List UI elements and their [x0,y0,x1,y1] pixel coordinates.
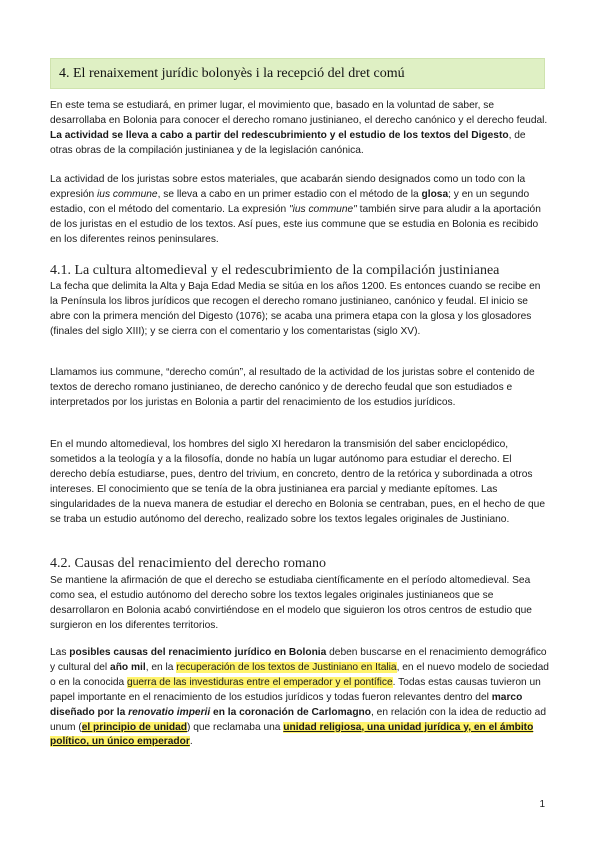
s42-paragraph-2: Las posibles causas del renacimiento jurídico en Bolonia deben buscarse en el renacimiento demográfico y cultural del año mil, en la recuperación de los textos de Justiniano en Italia, en el nuevo modelo de sociedad o en la conocida guerra de las investiduras entre el emperador y el pontífice. Todas estas causas tuvieron un papel importante en el renacimiento de los estudios jurídicos y todas fueron relevantes dentro del marco diseñado por la renovatio imperii en la coronación de Carlomagno, en relación con la idea de reductio ad unum (el principio de unidad) que reclamaba una unidad religiosa, una unidad jurídica y, en el ámbito político, un único emperador. [50,647,549,748]
intro-paragraph: En este tema se estudiará, en primer lugar, el movimiento que, basado en la voluntad de saber, se desarrollaba en Bolonia para conocer el derecho romano justinianeo, el derecho canónico y el derecho feudal. La actividad se lleva a cabo a partir del redescubrimiento y el estudio de los textos del Digesto, de otras obras de la compilación justinianea y de la legislación canónica. [50,100,548,156]
section-heading-box [50,58,545,89]
highlight-principio-unidad: el principio de unidad [81,721,187,733]
highlight-justiniano: recuperación de los textos de Justiniano en Italia [176,661,397,673]
highlight-unidad-religiosa: unidad religiosa, una unidad jurídica y, en el ámbito político, un único emperador [50,721,534,748]
s41-paragraph-1: La fecha que delimita la Alta y Baja Edad Media se sitúa en los años 1200. Es entonces cuando se recibe en la Península los libros jurídicos que recogen el derecho romano justinianeo, canónico y feudal. El inicio se abre con la primera mención del Digesto (1076); se acaba una primera etapa con la glosa y los glosadores (finales del siglo XIII); y se cierra con el comentario y los comentaristas (siglo XV). [50,281,541,337]
section-heading: 4. El renaixement jurídic bolonyès i la recepció del dret comú [59,66,405,81]
ius-commune-paragraph: La actividad de los juristas sobre estos materiales, que acabarán siendo designados como un todo con la expresión ius commune, se lleva a cabo en un primer estadio con el método de la glosa; y en un segundo estadio, con el método del comentario. La expresión "ius commune" también sirve para aludir a la aportación de los juristas en el estudio de los textos. Así pues, este ius commune que se estudia en Bolonia es recibido en los diferentes reinos peninsulares. [50,174,541,245]
highlight-investiduras: guerra de las investiduras entre el emperador y el pontífice [127,676,393,688]
s41-paragraph-3: En el mundo altomedieval, los hombres del siglo XI heredaron la transmisión del saber enciclopédico, sometidos a la teología y a la filosofía, donde no había un lugar autónomo para estudiar el derecho. El derecho debía estudiarse, pues, dentro del trivium, en concreto, dentro de la retórica y subordinada a otros intereses. El conocimiento que se tenía de la obra justinianea era parcial y mediante epítomes. Las singularidades de la nueva manera de estudiar el derecho en Bolonia se centraban, pues, en el hecho de que se traba un estudio autónomo del derecho, realizado sobre los textos legales originales de Justiniano. [50,439,546,525]
s42-paragraph-1: Se mantiene la afirmación de que el derecho se estudiaba científicamente en el período altomedieval. Sea como sea, el estudio autónomo del derecho sobre los textos legales originales justinianeos que se desarrollaron en Bolonia acabó convirtiéndose en el modelo que siguieron los otros centros de estudio que surgieron en los diferentes territorios. [50,575,532,631]
subsection-4-1-title: 4.1. La cultura altomedieval y el redescubrimiento de la compilación justinianea [50,263,500,278]
s41-paragraph-2: Llamamos ius commune, “derecho común”, al resultado de la actividad de los juristas sobre el contenido de textos de derecho romano justinianeo, de derecho canónico y de derecho feudal que son estudiados e interpretados por los juristas en Bolonia a partir del renacimiento de los estudios jurídicos. [50,367,535,408]
page-number: 1 [539,799,545,810]
subsection-4-2-title: 4.2. Causas del renacimiento del derecho romano [50,556,327,571]
